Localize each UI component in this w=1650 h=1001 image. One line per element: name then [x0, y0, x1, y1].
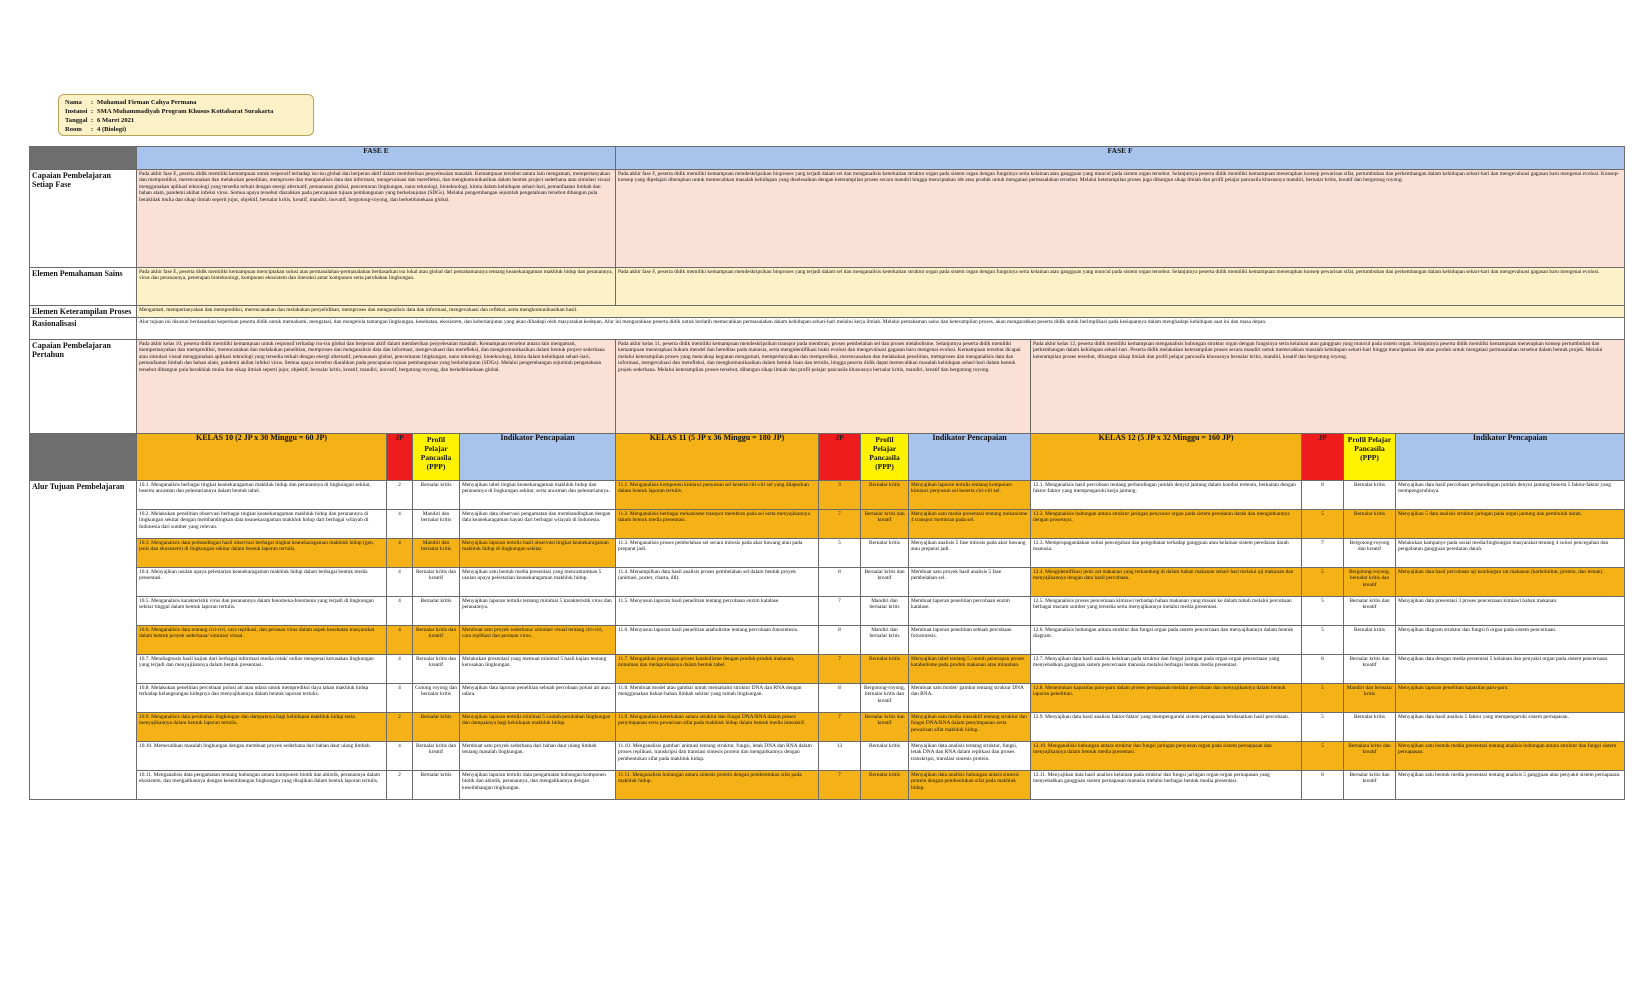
ppp-header: Profil Pelajar Pancasila (PPP)	[1344, 434, 1396, 481]
k10-jp-value: 4	[387, 626, 413, 655]
k10-indikator-text: Menyajikan data laporan penelitian sebuah percobaan polusi air atau udara.	[460, 684, 616, 713]
k11-indikator-text: Membuat laporan penelitian percobaan enzim katalase.	[909, 597, 1031, 626]
k10-jp-value: 4	[387, 684, 413, 713]
fase-header-row	[30, 147, 1625, 170]
info-row-tanggal	[65, 116, 307, 125]
curriculum-table	[29, 146, 1625, 800]
ppp-header: Profil Pelajar Pancasila (PPP)	[413, 434, 460, 481]
k12-ppp-value: Mandiri dan bernalar kritis	[1344, 684, 1396, 713]
tp-row	[30, 539, 1625, 568]
tp-row	[30, 713, 1625, 742]
cpt-kelas-11: Pada akhir kelas 11, peserta didik memiliki kemampuan mendeskripsikan transpor pada membran, proses pembelahan sel dan proses metabolisme. Selanjutnya peserta didik memiliki kemampuan menerapkan hukum mendel dan hereditas pada manusia, serta mengidentifikasi bukti evolusi dan mengevaluasi gagasan baru mengenai evolusi. Kemampuan tersebut dicapai melalui keterampilan proses yang mencakup kegiatan mengamati, mempertanyakan dan memprediksi, merencanakan dan melakukan penelitian, memproses dan menganalisis data dan informasi, mengevaluasi dan merefleksi, dan mengkomunikasikan dalam bentuk lisan dan tertulis, hingga peserta didik dapat memecahkan masalah kehidupan sehari-hari dalam bentuk projek sederhana. Melalui keterampilan proses tersebut, dibangun sikap ilmiah dan profil pelajar pancasila khususnya bernalar kritis, mandiri, kreatif dan bergotong royong.	[616, 340, 1031, 434]
eps-fase-e: Pada akhir fase E, peserta didik memiliki kemampuan menciptakan solusi atas permasalahan-permasalahan berdasarkan isu lokal atau global dari pemahamannya tentang keanekaragaman makhluk hidup dan peranannya, virus dan peranannya, penerapan bioteknologi, komponen ekosistem dan interaksi antar komponen serta perubahan lingkungan.	[137, 268, 616, 306]
k12-jp-value: 8	[1302, 481, 1344, 510]
k10-indikator-text: Membuat satu proyek sederhana dari bahan daur ulang limbah tentang masalah lingkungan.	[460, 742, 616, 771]
cp-fase-e: Pada akhir fase E, peserta didik memiliki kemampuan untuk responsif terhadap isu-isu global dan berperan aktif dalam memberikan penyelesaian masalah. Kemampuan tersebut antara lain mengamati, mempertanyakan dan memprediksi, merencanakan dan melakukan penelitian, memproses dan menganalisis data dan informasi, mengevaluasi dan merefleksi, dan mengkomunikasikan dalam bentuk project sederhana atau simulasi visual menggunakan aplikasi teknologi yang tersedia terkait dengan energi alternatif, pemanasan global, pencemaran lingkungan, nano teknologi, bioteknologi, kimia dalam kehidupan sehari-hari, pemanfaatan limbah dan bahan alam, pandemi akibat infeksi virus. Semua upaya tersebut diarahkan pada pencapaian tujuan pembangunan yang berkelanjutan (SDGs). Melalui pengembangan sejumlah pengetahuan tersebut dibangun pula berakhlak mulia dan sikap ilmiah seperti jujur, objektif, bernalar kritis, kreatif, mandiri, inovatif, bergotong-royong, dan berkebhinekaan global.	[137, 170, 616, 268]
k11-ppp-value: Bernalar kritis	[861, 481, 909, 510]
k12-tp-text: 12.5. Menganalisis proses pencernaan kimiawi terhadap bahan makanan yang masuk ke dalam tubuh melalui percobaan berbagai macam sumber yang tersedia serta menyajikannya melalui media presentasi.	[1031, 597, 1302, 626]
k11-indikator-text: Menyajikan satu media interaktif tentang struktur dan fungsi DNA/RNA dalam penyimpanan serta pewarisan sifat makhluk hidup.	[909, 713, 1031, 742]
k10-indikator-text: Menyajikan laporan tertulis hasil observasi tingkat keanekaragaman makhluk hidup di lingkungan sekitar.	[460, 539, 616, 568]
info-key: Nama	[65, 99, 82, 106]
k10-tp-text: 10.6. Menganalisis data tentang ciri-ciri, cara replikasi, dan peranan virus dalam aspek kesehatan masyarakat dalam bentuk proyek sederhana/ simulasi visual.	[137, 626, 387, 655]
tp-row	[30, 510, 1625, 539]
k10-indikator-text: Menyajikan laporan tertulis tentang minimal 5 karakteristik virus dan peranannya.	[460, 597, 616, 626]
k10-jp-value: 2	[387, 481, 413, 510]
tp-row	[30, 568, 1625, 597]
k12-tp-text: 12.2. Menganalisis hubungan antara struktur jaringan penyusun organ pada sistem peredaran darah dan mengaitkannya dengan prosesnya.	[1031, 510, 1302, 539]
k10-jp-value: 4	[387, 510, 413, 539]
k11-jp-value: 8	[819, 626, 861, 655]
info-separator: :	[91, 108, 94, 115]
k10-jp-value: 4	[387, 742, 413, 771]
k12-indikator-text: Menyajikan 5 data analisis struktur jaringan pada organ jantung dan pembuluh darah.	[1396, 510, 1625, 539]
info-value: SMA Muhammadiyah Program Khusus Kottabarat Surakarta	[97, 108, 274, 115]
k12-indikator-text: Menyajikan laporan penelitian kapasitas paru-paru.	[1396, 684, 1625, 713]
k12-ppp-value: Bernalar kritis	[1344, 510, 1396, 539]
k12-ppp-value: Bernalar kritis	[1344, 481, 1396, 510]
k11-ppp-value: Bergotong-royong, bernalar kritis dan kreatif	[861, 684, 909, 713]
k11-indikator-text: Menyajikan tabel tentang 5 contoh penerapan proses katabolisme pada produk makanan atau minuman.	[909, 655, 1031, 684]
jp-header: JP	[819, 434, 861, 481]
k12-indikator-text: Menyajikan data presentasi 3 proses pencernaan kimiawi bahan makanan.	[1396, 597, 1625, 626]
k12-jp-value: 5	[1302, 713, 1344, 742]
k10-jp-value: 4	[387, 655, 413, 684]
k11-tp-text: 11.8. Membuat model atau gambar untuk memahami struktur DNA dan RNA dengan menggunakan bahan-bahan limbah sekitar yang ramah lingkungan.	[616, 684, 819, 713]
k12-ppp-value: Bernalara kritis dan kreatif	[1344, 742, 1396, 771]
k11-tp-text: 11.11. Menganalisis hubungan antara sintesis protein dengan pembentukan sifat pada makhluk hidup.	[616, 771, 819, 800]
k10-indikator-text: Menyajikan data observasi pengamatan dan membandingkan dengan data keanekaragaman hayati dari berbagai wilayah di Indonesia.	[460, 510, 616, 539]
k11-tp-text: 11.5. Menyusun laporan hasil penelitian tentang percobaan enzim katalase.	[616, 597, 819, 626]
row-label-eps: Elemen Pemahaman Sains	[30, 268, 137, 306]
k11-tp-text: 11.6. Menyusun laporan hasil penelitian anabolisme tentang percobaan fotosintesis.	[616, 626, 819, 655]
k11-jp-value: 8	[819, 684, 861, 713]
k10-indikator-text: Menyajikan satu bentuk media presentasi yang mencantumkan 5 usulan upaya pelestarian keanekaragaman makhluk hidup.	[460, 568, 616, 597]
k11-indikator-text: Membuat satu model/ gambar tentang struktur DNA dan RNA.	[909, 684, 1031, 713]
k10-ppp-value: Bernalar kritis	[413, 597, 460, 626]
k10-ppp-value: Bernalar kritis	[413, 771, 460, 800]
k12-jp-value: 5	[1302, 684, 1344, 713]
k11-ppp-value: Bernalar kritis dan kreatif	[861, 568, 909, 597]
tp-row	[30, 626, 1625, 655]
kelas-11-header: KELAS 11 (5 JP x 36 Minggu = 180 JP)	[616, 434, 819, 481]
k11-tp-text: 11.4. Menampilkan data hasil analisis proses pembelahan sel dalam bentuk proyek (animasi, poster, charta, dll).	[616, 568, 819, 597]
ras-text: Alur tujuan ini disusun berdasarkan keperluan peserta didik untuk memahami, mengatasi, dan mengelola tantangan lingkungan, kesehatan, ekosistem, dan keberlanjutan yang akan dihadapi oleh masyarakat kedepan. Alur ini mengarahkan peserta didik untuk berlatih memecahkan permasalahan dalam kehidupan sehari-hari melalui kerja ilmiah. Melalui pemahaman sains dan keterampilan proses, akan mengarahkan peserta didik untuk berimplikasi pada kesiapannya dalam menghadapi kehidupan saat ini dan masa depan.	[137, 318, 1625, 340]
k12-indikator-text: Menyajikan data hasil percobaan uji kandungan zat makanan (karbohidrat, protein, dan lemak).	[1396, 568, 1625, 597]
k12-tp-text: 12.1. Menganalisis hasil percobaan tentang perbandingan jumlah denyut jantung dalam kondisi tertentu, berkaitan dengan faktor-faktor yang mempengaruhi kerja jantung.	[1031, 481, 1302, 510]
k11-ppp-value: Bernalar kritis dan kreatif	[861, 510, 909, 539]
k10-ppp-value: Gotong royong dan bernalar kritis	[413, 684, 460, 713]
ppp-header: Profil Pelajar Pancasila (PPP)	[861, 434, 909, 481]
tp-row	[30, 597, 1625, 626]
k12-jp-value: 7	[1302, 539, 1344, 568]
k10-tp-text: 10.2. Melakukan penelitian observasi berbagai tingkat keanekaragaman makhluk hidup dan peranannya di lingkungan sekitar dengan membandingkan data keanekaragaman makhluk hidup dari berbagai wilayah di Indonesia dari sumber yang relevan.	[137, 510, 387, 539]
k11-tp-text: 11.10. Menganalisis gambar/ animasi tentang struktur, fungsi, letak DNA dan RNA dalam proses replikasi, transkripsi dan translasi sintesis protein dan mengaitkannya dengan pembentukan sifat pada makhluk hidup.	[616, 742, 819, 771]
info-key: Room	[65, 126, 82, 133]
k11-jp-value: 13	[819, 742, 861, 771]
k12-jp-value: 5	[1302, 510, 1344, 539]
info-value: 4 (Biologi)	[97, 126, 127, 133]
k12-jp-value: 5	[1302, 742, 1344, 771]
k12-tp-text: 12.11. Menyajikan data hasil analisis kelainan pada struktur dan fungsi jaringan organ-organ pernapasan yang menyebabkan gangguan sistem pernapasan manusia melalui berbagai bentuk media presentasi.	[1031, 771, 1302, 800]
info-row-instansi	[65, 107, 307, 116]
tp-row	[30, 742, 1625, 771]
k11-indikator-text: Menyajikan satu media presentasi tentang mekanisme 4 transpor membran pada sel.	[909, 510, 1031, 539]
info-separator: :	[91, 99, 94, 106]
k10-ppp-value: Bernalar kritis dan kreatif	[413, 742, 460, 771]
kelas-12-header: KELAS 12 (5 JP x 32 Minggu = 160 JP)	[1031, 434, 1302, 481]
eps-row	[30, 268, 1625, 306]
info-row-nama	[65, 98, 307, 107]
k10-jp-value: 4	[387, 539, 413, 568]
k12-ppp-value: Bernalar kritis	[1344, 713, 1396, 742]
kelas-header-row	[30, 434, 1625, 481]
kelas-10-header: KELAS 10 (2 JP x 30 Minggu = 60 JP)	[137, 434, 387, 481]
ekp-row	[30, 306, 1625, 318]
k10-tp-text: 10.3. Menganalisis data perbandingan hasil observasi berbagai tingkat keanekaragaman makhluk hidup (gen, jenis dan ekosistem) di lingkungan sekitar dalam bentuk laporan tertulis.	[137, 539, 387, 568]
k12-jp-value: 8	[1302, 771, 1344, 800]
k11-ppp-value: Mandiri dan bernalar kritis	[861, 626, 909, 655]
row-label-cpt: Capaian Pembelajaran Pertahun	[30, 340, 137, 434]
k12-tp-text: 12.9. Menyajikan data hasil analisis faktor-faktor yang mempengaruhi sistem pernapasan berdasarkan hasil percobaan.	[1031, 713, 1302, 742]
k10-jp-value: 4	[387, 597, 413, 626]
corner-cell	[30, 434, 137, 481]
indikator-header: Indikator Pencapaian	[1396, 434, 1625, 481]
info-key: Tanggal	[65, 117, 88, 124]
cpt-kelas-12: Pada akhir kelas 12, peserta didik memiliki kemampuan menganalisis hubungan struktur organ dengan fungsinya serta kelainan atau gangguan yang muncul pada sistem organ. Selanjutnya peserta didik memiliki kemampuan menerapkan konsep pertumbuhan dan perkembangan dalam kehidupan sehari-hari. Peserta didik melakukan keterampilan proses secara mandiri untuk memecahkan masalah kehidupan sehari-hari hingga menciptakan ide atau produk untuk mengatasi permasalahan tersebut dalam bentuk projek. Melalui keterampilan proses tersebut, dibangun sikap ilmiah dan profil pelajar pancasila khususnya bernalar kritis, mandiri, kreatif dan bergotong royong.	[1031, 340, 1625, 434]
corner-cell	[30, 147, 137, 170]
k12-tp-text: 12.3. Mempropagandakan solusi pencegahan dan pengobatan terhadap gangguan atau kelainan sistem peredaran darah manusia.	[1031, 539, 1302, 568]
k11-ppp-value: Mandiri dan bernalar kritis	[861, 597, 909, 626]
k10-jp-value: 2	[387, 771, 413, 800]
k12-indikator-text: Menyajikan data hasil percobaan perbandingan jumlah denyut jantung beserta 5 faktor-faktor yang mempengaruhinya.	[1396, 481, 1625, 510]
k11-indikator-text: Menyajikan analisis 5 fase mitosis pada akar bawang atau preparat jadi.	[909, 539, 1031, 568]
k11-tp-text: 11.9. Menganalisis keterkaitan antara struktur dan fungsi DNA/RNA dalam proses penyimpanan serta pewarisan sifat pada makhluk hidup dalam bentuk media interaktif.	[616, 713, 819, 742]
k10-ppp-value: Bernalar kritis	[413, 713, 460, 742]
k12-tp-text: 12.10. Menganalisis hubungan antara struktur dan fungsi jaringan penyusun organ pada sistem pernapasan dan menyajikannya dalam bentuk media presentasi.	[1031, 742, 1302, 771]
info-value: 6 Maret 2021	[97, 117, 135, 124]
info-key: Instansi	[65, 108, 88, 115]
k12-indikator-text: Menyajikan diagram struktur dan fungsi 6 organ pada sistem pencernaan.	[1396, 626, 1625, 655]
k11-jp-value: 7	[819, 597, 861, 626]
k10-tp-text: 10.5. Menganalisis karakteristik virus dan peranannya dalam fenomena-fenomena yang terjadi di lingkungan sekitar tinggal dalam bentuk laporan tertulis.	[137, 597, 387, 626]
k12-jp-value: 5	[1302, 568, 1344, 597]
k10-tp-text: 10.11. Menganalisis data pengamatan tentang hubungan antara komponen biotik dan abiotik, peranannya dalam ekosistem, dan mengaitkannya dengan keseimbangan lingkungan yang disajikan dalam bentuk laporan tertulis.	[137, 771, 387, 800]
k11-indikator-text: Membuat satu proyek hasil analisis 5 fase pembelahan sel.	[909, 568, 1031, 597]
tp-row	[30, 684, 1625, 713]
eps-fase-f: Pada akhir fase F, peserta didik memiliki kemampuan mendeskripsikan bioproses yang terjadi dalam sel dan menganalisis keterkaitan struktur organ pada sistem organ dengan fungsinya serta kelainan atau gangguan yang muncul pada sistem organ tersebut. Selanjutnya peserta didik memiliki kemampuan menerapkan konsep pewarisan sifat, pertumbuhan dan perkembangan dalam kehidupan sehari-hari dan mengevaluasi gagasan baru mengenai evolusi.	[616, 268, 1625, 306]
k10-indikator-text: Membuat satu proyek sederhana/ simulasi visual tentang ciri-ciri, cara replikasi dan peranan virus.	[460, 626, 616, 655]
k11-ppp-value: Bernalar kritis	[861, 655, 909, 684]
k11-indikator-text: Menyajikan data analisis hubungan antara sintesis protein dengan pembentukan sifat pada makhluk hidup.	[909, 771, 1031, 800]
k10-ppp-value: Bernalar kritis dan kreatif	[413, 568, 460, 597]
k12-indikator-text: Menyajikan satu bentuk media presentasi tentang analisis hubungan antara struktur dan fungsi sistem pernapasan.	[1396, 742, 1625, 771]
k12-tp-text: 12.7. Menyajikan data hasil analisis kelainan pada struktur dan fungsi jaringan pada organ-organ pencernaan yang menyebabkan gangguan sistem pencernaan manusia melalui berbagai bentuk media presentasi.	[1031, 655, 1302, 684]
k12-tp-text: 12.4. Mengidentifikasi jenis zat makanan yang terkandung di dalam bahan makanan sehari-hari melalui uji makanan dan menyajikannya dengan data hasil percobaan.	[1031, 568, 1302, 597]
k11-indikator-text: Menyajikan laporan tertulis tentang komponen kimiawi penyusun sel beserta ciri-ciri sel.	[909, 481, 1031, 510]
info-separator: :	[91, 117, 94, 124]
k11-tp-text: 11.3. Menganalisis proses pembelahan sel secara mitosis pada akar bawang atau pada preparat jadi.	[616, 539, 819, 568]
k12-ppp-value: Bernalar kritis dan kreatif	[1344, 771, 1396, 800]
k12-tp-text: 12.6. Menganalisis hubungan antara struktur dan fungsi organ pada sistem pencernaan dan menyajikannya dalam bentuk diagram.	[1031, 626, 1302, 655]
k11-indikator-text: Menyajikan data analisis tentang struktur, fungsi, letak DNA dan RNA dalam replikasi dan proses transkripsi, translasi sintesis protein.	[909, 742, 1031, 771]
info-row-room	[65, 125, 307, 134]
fase-f-header: FASE F	[616, 147, 1625, 170]
ekp-text: Mengamati, mempertanyakan dan memprediksi, merencanakan dan melakukan penyelidikan, memproses dan menganalisis data dan informasi, mengevaluasi dan refleksi, serta mengkomunikasikan hasil.	[137, 306, 1625, 318]
k12-jp-value: 5	[1302, 626, 1344, 655]
cp-fase-f: Pada akhir fase F, peserta didik memiliki kemampuan mendeskripsikan bioproses yang terjadi dalam sel dan menganalisis keterkaitan struktur organ pada sistem organ dengan fungsinya serta kelainan atau gangguan yang muncul pada sistem organ tersebut. Selanjutnya peserta didik memiliki kemampuan menerapkan konsep pewarisan sifat, pertumbuhan dan perkembangan dalam kehidupan sehari-hari dan mengevaluasi gagasan baru mengenai evolusi. Konsep-konsep yang dipelajari diterapkan untuk memecahkan masalah kehidupan yang diselesaikan dengan keterampilan proses secara mandiri hingga menciptakan ide atau produk untuk mengatasi permasalahan tersebut. Melalui keterampilan proses juga dibangun sikap ilmiah dan profil pelajar pancasila khususnya mandiri, bernalar kritis, kreatif dan bergotong royong.	[616, 170, 1625, 268]
k11-jp-value: 7	[819, 713, 861, 742]
cp-row	[30, 170, 1625, 268]
k12-ppp-value: Bernalar kritis	[1344, 626, 1396, 655]
k11-jp-value: 5	[819, 539, 861, 568]
indikator-header: Indikator Pencapaian	[909, 434, 1031, 481]
k10-ppp-value: Mandiri dan bernalar kritis	[413, 510, 460, 539]
k10-ppp-value: Mandiri dan bernalar kritis	[413, 539, 460, 568]
k11-tp-text: 11.7. Mengaitkan penerapan proses katabolisme dengan produk-produk makanan, minuman dan melaporkannya dalam bentuk tabel.	[616, 655, 819, 684]
cpt-row	[30, 340, 1625, 434]
k11-tp-text: 11.1. Menganalisis komponen kimiawi penyusun sel beserta ciri-ciri sel yang dilaporkan dalam bentuk laporan tertulis.	[616, 481, 819, 510]
k11-ppp-value: Bernalar kritis	[861, 742, 909, 771]
k10-indikator-text: Menyajikan laporan tertulis data pengamatan hubungan komponen biotik dan abiotik, peranannya, dan mengaitkannya dengan keseimbangan lingkungan.	[460, 771, 616, 800]
k12-indikator-text: Menyajikan data dengan media presentasi 5 kelainan dan penyakit organ pada sistem pencernaan.	[1396, 655, 1625, 684]
k10-indikator-text: Menyajikan laporan tertulis minimal 5 contoh perubahan lingkungan dan dampaknya bagi kehidupan makhluk hidup.	[460, 713, 616, 742]
k10-ppp-value: Bernalar kritis dan kreatif	[413, 626, 460, 655]
k11-ppp-value: Bernalar kritis	[861, 771, 909, 800]
k10-tp-text: 10.8. Melakukan penelitian percobaan polusi air atau udara untuk memprediksi daya tahan makhluk hidup terhadap kelangsungan hidupnya dan menyajikannya dalam bentuk laporan tertulis.	[137, 684, 387, 713]
tp-row	[30, 481, 1625, 510]
k10-ppp-value: Bernalar kritis dan kreatif	[413, 655, 460, 684]
k12-ppp-value: Bernalar kritis dan kreatif	[1344, 597, 1396, 626]
k12-indikator-text: Melakukan kampanye pada sosial media/lingkungan masyarakat tentang 4 solusi pencegahan dan pengobatan gangguan peredaran darah.	[1396, 539, 1625, 568]
k12-tp-text: 12.8. Menentukan kapasitas paru-paru dalam proses pernapasan melalui percobaan dan menyajikannya dalam bentuk laporan penelitian.	[1031, 684, 1302, 713]
row-label-ekp: Elemen Keterampilan Proses	[30, 306, 137, 318]
row-label-atp: Alur Tujuan Pembelajaran	[30, 481, 137, 800]
jp-header: JP	[387, 434, 413, 481]
k11-jp-value: 7	[819, 655, 861, 684]
k10-tp-text: 10.4. Menyajikan usulan upaya pelestarian keanekaragaman makhluk hidup dalam berbagai bentuk media presentasi.	[137, 568, 387, 597]
k12-jp-value: 5	[1302, 597, 1344, 626]
k11-jp-value: 7	[819, 771, 861, 800]
k11-indikator-text: Membuat laporan penelitian sebuah percobaan fotosintesis.	[909, 626, 1031, 655]
k11-jp-value: 3	[819, 481, 861, 510]
k11-jp-value: 8	[819, 568, 861, 597]
indikator-header: Indikator Pencapaian	[460, 434, 616, 481]
k10-indikator-text: Menyajikan tabel tingkat keanekaragaman makhluk hidup dan peranannya di lingkungan sekitar, serta ancaman dan pelestariannya.	[460, 481, 616, 510]
k12-jp-value: 8	[1302, 655, 1344, 684]
k12-indikator-text: Menyajikan satu bentuk media presentasi tentang analisis 5 gangguan atau penyakit sistem pernapasan.	[1396, 771, 1625, 800]
k10-jp-value: 2	[387, 713, 413, 742]
k12-ppp-value: Bernalar kritis dan kreatif	[1344, 655, 1396, 684]
k12-ppp-value: Bergotong-royong, bernalar kritis dan kreatif	[1344, 568, 1396, 597]
k10-tp-text: 10.1. Menganalisis berbagai tingkat keanekaragaman makhluk hidup dan peranannya di lingkungan sekitar, beserta ancaman dan pelestariannya dalam bentuk tabel.	[137, 481, 387, 510]
k10-tp-text: 10.10. Memecahkan masalah lingkungan dengan membuat proyek sederhana dari bahan daur ulang limbah.	[137, 742, 387, 771]
k10-ppp-value: Bernalar kritis	[413, 481, 460, 510]
k10-jp-value: 4	[387, 568, 413, 597]
info-separator: :	[91, 126, 94, 133]
tp-row	[30, 771, 1625, 800]
tp-row	[30, 655, 1625, 684]
identity-box	[58, 94, 314, 136]
jp-header: JP	[1302, 434, 1344, 481]
k11-jp-value: 7	[819, 510, 861, 539]
k10-tp-text: 10.9. Menganalisis data perubahan lingkungan dan dampaknya bagi kehidupan makhluk hidup serta menyajikannya dalam bentuk laporan tertulis.	[137, 713, 387, 742]
k10-tp-text: 10.7. Mendiagnosis hasil kajian dari berbagai informasi media cetak/ online mengenai kerusakan lingkungan yang terjadi dan menyajikannya dalam bentuk presentasi.	[137, 655, 387, 684]
cpt-kelas-10: Pada akhir kelas 10, peserta didik memiliki kemampuan untuk responsif terhadap isu-isu global dan berperan aktif dalam memberikan penyelesaian masalah. Kemampuan tersebut antara lain mengamati, mempertanyakan dan memprediksi, merencanakan dan melakukan penelitian, memproses dan menganalisis data dan informasi, mengevaluasi dan merefleksi, dan mengkomunikasikan dalam bentuk project sederhana atau simulasi visual menggunakan aplikasi teknologi yang tersedia terkait dengan energi alternatif, pemanasan global, pencemaran lingkungan, nano teknologi, bioteknologi, kimia dalam kehidupan sehari-hari, pemanfaatan limbah dan bahan alam, pandemi akibat infeksi virus. Semua upaya tersebut diarahkan pada pencapaian tujuan pembangunan yang berkelanjutan (SDGs). Melalui pengembangan sejumlah pengetahuan tersebut dibangun pula berakhlak mulia dan sikap ilmiah seperti jujur, objektif, bernalar kritis, kreatif, mandiri, inovatif, bergotong-royong, dan berkebhinekaan global.	[137, 340, 616, 434]
row-label-ras: Rasionalisasi	[30, 318, 137, 340]
info-value: Muhamad Firman Cahya Permana	[97, 99, 197, 106]
k10-indikator-text: Melakukan presentasi yang memuat minimal 5 hasil kajian tentang kerusakan lingkungan.	[460, 655, 616, 684]
k11-tp-text: 11.2. Menganalisis berbagai mekanisme transpor membran pada sel serta menyajikannya dalam bentuk media presentasi.	[616, 510, 819, 539]
k12-ppp-value: Bergotong-royong dan kreatif	[1344, 539, 1396, 568]
fase-e-header: FASE E	[137, 147, 616, 170]
k11-ppp-value: Bernalar kritis dan kreatif	[861, 713, 909, 742]
k12-indikator-text: Menyajikan data hasil analisis 5 faktor yang mempengaruhi sistem pernapasan.	[1396, 713, 1625, 742]
row-label-cp: Capaian Pembelajaran Setiap Fase	[30, 170, 137, 268]
k11-ppp-value: Bernalar kritis	[861, 539, 909, 568]
ras-row	[30, 318, 1625, 340]
